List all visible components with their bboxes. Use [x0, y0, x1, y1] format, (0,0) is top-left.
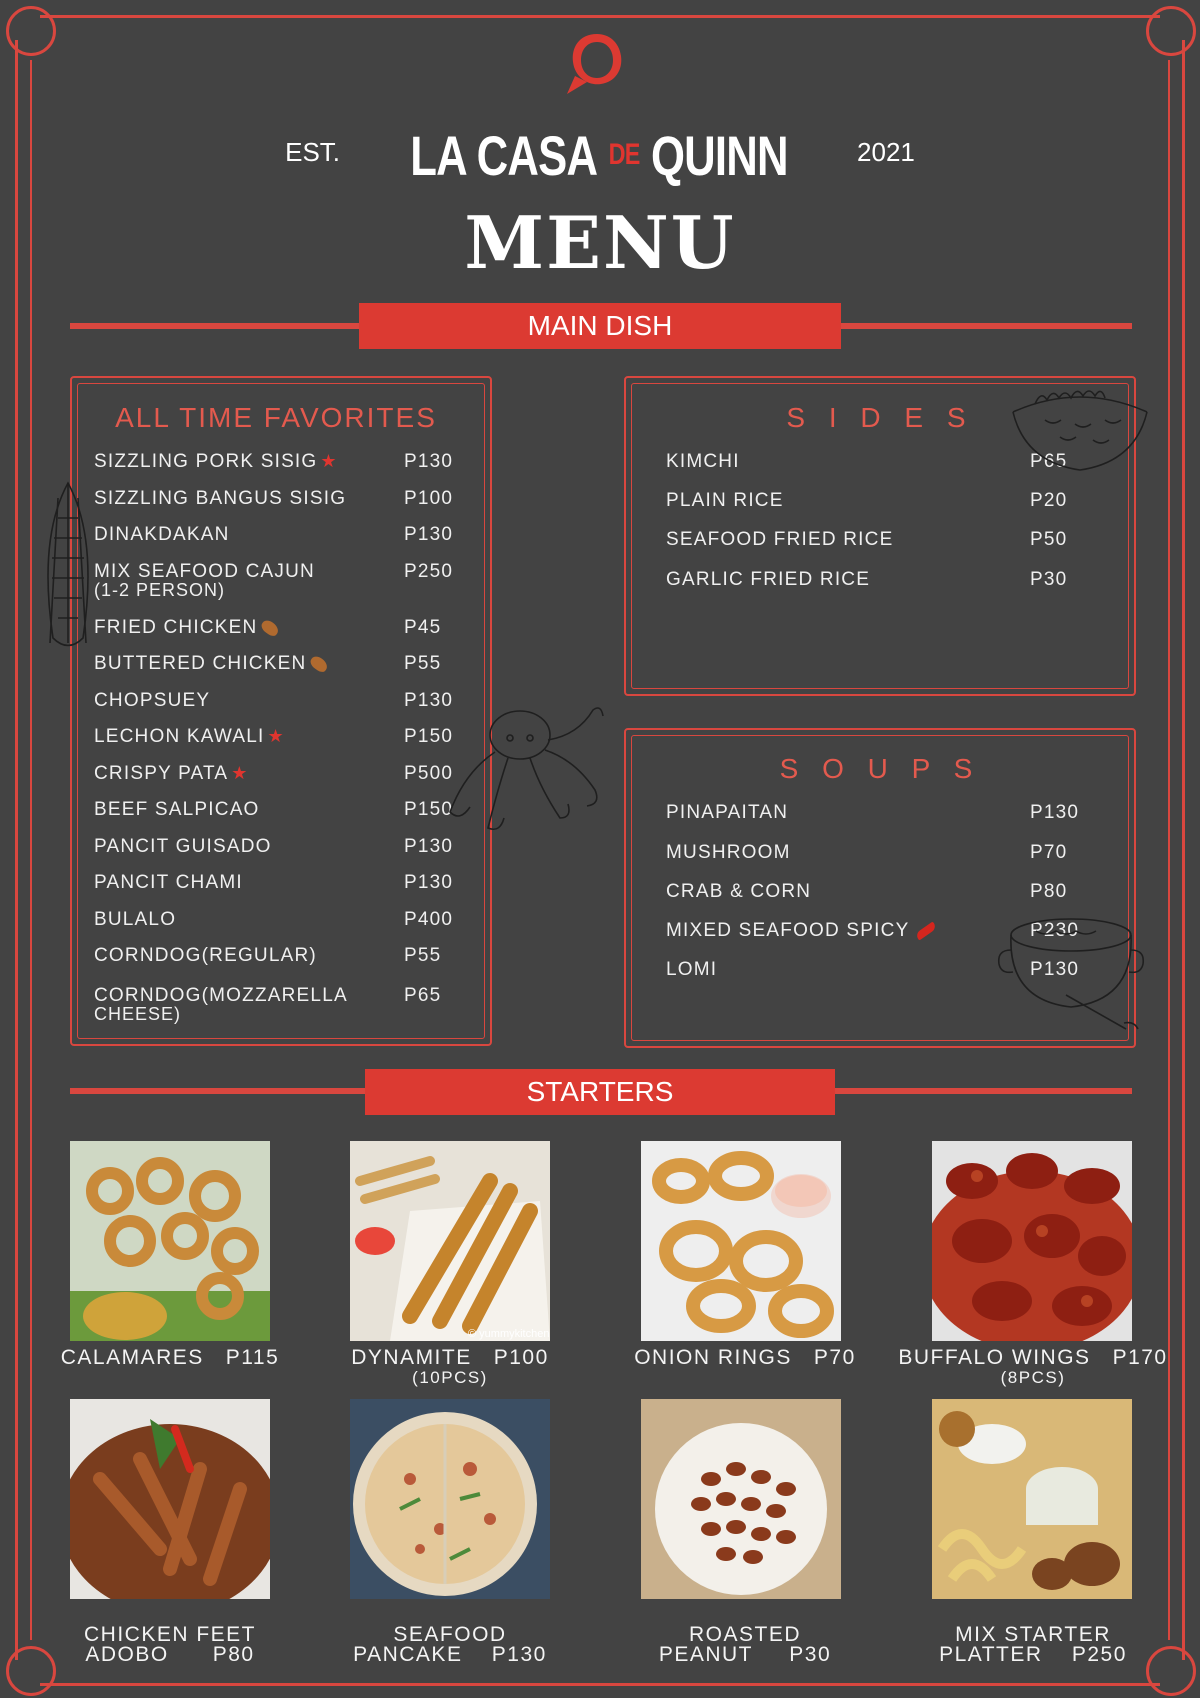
sides-item-label: GARLIC FRIED RICE — [666, 569, 871, 590]
corn-sketch-icon — [28, 478, 108, 658]
roasted-peanut-photo — [641, 1399, 841, 1599]
sides-item-label: PLAIN RICE — [666, 490, 784, 511]
favorites-item-name — [94, 452, 338, 471]
soups-item-label: MIXED SEAFOOD SPICY — [666, 920, 910, 941]
starter-name: ONION RINGS P70 — [634, 1346, 856, 1369]
favorites-item-label: DINAKDAKAN — [94, 524, 230, 545]
starter-caption — [600, 1348, 890, 1368]
est-label: EST. — [285, 137, 341, 168]
favorites-item-price: P150 — [404, 726, 454, 747]
soups-item-price: P80 — [1030, 881, 1068, 902]
favorites-item-label: FRIED CHICKEN — [94, 617, 258, 638]
favorites-item-label: BULALO — [94, 909, 177, 930]
soups-item-name — [666, 960, 717, 979]
chili-icon — [915, 921, 938, 940]
favorites-item-price: P130 — [404, 690, 454, 711]
favorites-item-price: P55 — [404, 653, 442, 674]
soups-item-label: CRAB & CORN — [666, 881, 812, 902]
favorites-item-name — [94, 618, 279, 637]
drumstick-icon — [309, 654, 331, 674]
soups-item-name — [666, 882, 811, 901]
favorites-item-name — [94, 654, 328, 673]
starter-name: BUFFALO WINGS P170 — [898, 1346, 1168, 1369]
soups-item-name — [666, 921, 937, 940]
favorites-title: ALL TIME FAVORITES — [115, 402, 437, 433]
starter-caption — [600, 1625, 890, 1665]
starter-detail: PEANUT P30 — [658, 1643, 832, 1666]
octopus-sketch-icon — [440, 700, 610, 840]
buffalo-wings-photo — [932, 1141, 1132, 1341]
soups-item-label: LOMI — [666, 959, 718, 980]
starter-name: ROASTED — [688, 1623, 801, 1646]
starters-banner: STARTERS — [365, 1069, 835, 1115]
main-dish-banner: MAIN DISH — [359, 303, 841, 349]
favorites-item-name — [94, 489, 346, 508]
corner-curl-top-right — [1146, 6, 1196, 56]
seafood-pancake-photo — [350, 1399, 550, 1599]
starter-name: CHICKEN FEET — [83, 1623, 256, 1646]
sides-title: S I D E S — [786, 402, 974, 433]
favorites-item-label: CORNDOG(MOZZARELLA — [94, 985, 348, 1006]
dynamite-photo — [350, 1141, 550, 1341]
favorites-item-label: PANCIT GUISADO — [94, 836, 272, 857]
calamares-photo — [70, 1141, 270, 1341]
sides-item-label: KIMCHI — [666, 451, 740, 472]
starter-detail: (8PCS) — [1000, 1368, 1066, 1387]
drumstick-icon — [260, 618, 282, 638]
brand-name — [410, 118, 788, 188]
favorites-item-name — [94, 691, 210, 710]
favorites-item-note: CHEESE) — [94, 1004, 182, 1024]
brand-de: DE — [608, 138, 640, 172]
favorites-item-name — [94, 910, 176, 929]
main-dish-rule-right — [840, 323, 1132, 329]
favorites-item-name — [94, 727, 285, 746]
sides-item-name — [666, 570, 870, 589]
soups-item-price: P70 — [1030, 842, 1068, 863]
brand-la-casa: LA CASA — [409, 123, 597, 187]
favorites-item-label: BUTTERED CHICKEN — [94, 653, 307, 674]
brand-quinn: QUINN — [650, 123, 788, 187]
frame-inner-left-line — [30, 60, 32, 1640]
favorites-item-label: LECHON KAWALI — [94, 726, 265, 747]
soups-item-label: PINAPAITAN — [666, 802, 789, 823]
sides-item-price: P30 — [1030, 569, 1068, 590]
favorites-item-price: P500 — [404, 763, 454, 784]
soups-item-name — [666, 843, 791, 862]
page-title: MENU — [464, 200, 736, 285]
favorites-item-name — [94, 837, 272, 856]
soups-item-price: P130 — [1030, 959, 1080, 980]
starter-name: SEAFOOD — [393, 1623, 507, 1646]
starter-detail: PLATTER P250 — [939, 1643, 1127, 1666]
starter-detail: (10PCS) — [412, 1368, 488, 1387]
favorites-item-price: P100 — [404, 488, 454, 509]
starter-caption — [305, 1625, 595, 1665]
chicken-feet-photo — [70, 1399, 270, 1599]
main-dish-rule-left — [70, 323, 360, 329]
frame-bottom-line — [40, 1683, 1160, 1686]
favorites-item-price: P45 — [404, 617, 442, 638]
favorites-item-price: P130 — [404, 836, 454, 857]
mix-platter-photo — [932, 1399, 1132, 1599]
favorites-item-label: BEEF SALPICAO — [94, 799, 260, 820]
favorites-item-name — [94, 800, 260, 819]
favorites-item-label: SIZZLING BANGUS SISIG — [94, 488, 347, 509]
soups-title: S O U P S — [779, 753, 981, 784]
brand-logo-icon — [565, 28, 629, 98]
favorites-item-price: P65 — [404, 985, 442, 1006]
starter-name: CALAMARES P115 — [60, 1346, 280, 1369]
favorites-item-label: CRISPY PATA — [94, 763, 229, 784]
favorites-item-price: P250 — [404, 561, 454, 582]
corner-curl-top-left — [6, 6, 56, 56]
favorites-item-name — [94, 562, 315, 600]
starter-name: MIX STARTER — [955, 1623, 1111, 1646]
starter-detail: ADOBO P80 — [85, 1643, 255, 1666]
year-label: 2021 — [857, 137, 915, 168]
sides-item-label: SEAFOOD FRIED RICE — [666, 529, 894, 550]
favorites-item-price: P400 — [404, 909, 454, 930]
soups-item-price: P130 — [1030, 802, 1080, 823]
favorites-item-label: CHOPSUEY — [94, 690, 211, 711]
starter-caption — [25, 1625, 315, 1665]
favorites-item-price: P130 — [404, 872, 454, 893]
favorites-item-label: CORNDOG(REGULAR) — [94, 945, 317, 966]
photo-watermark — [468, 1328, 549, 1340]
sides-item-price: P50 — [1030, 529, 1068, 550]
favorites-item-label: MIX SEAFOOD CAJUN — [94, 561, 315, 582]
favorites-item-name — [94, 525, 230, 544]
starter-caption — [888, 1348, 1178, 1388]
favorites-item-name — [94, 873, 243, 892]
favorites-item-label: SIZZLING PORK SISIG — [94, 451, 318, 472]
star-icon: ★ — [267, 726, 285, 746]
starter-name: DYNAMITE P100 — [351, 1346, 549, 1369]
starters-rule-left — [70, 1088, 366, 1094]
frame-inner-right-line — [1168, 60, 1170, 1640]
rice-bowl-sketch-icon — [1005, 362, 1155, 482]
frame-top-line — [40, 15, 1160, 18]
soups-item-label: MUSHROOM — [666, 842, 791, 863]
starter-detail: PANCAKE P130 — [353, 1643, 547, 1666]
sides-item-name — [666, 491, 784, 510]
starter-caption — [888, 1625, 1178, 1665]
sides-item-price: P65 — [1030, 451, 1068, 472]
starter-caption — [25, 1348, 315, 1368]
onion-rings-photo — [641, 1141, 841, 1341]
svg-text:© yummykitchen: © yummykitchen — [468, 1328, 550, 1340]
favorites-item-name — [94, 946, 317, 965]
sides-item-price: P20 — [1030, 490, 1068, 511]
sides-item-name — [666, 530, 893, 549]
soups-item-price: P230 — [1030, 920, 1080, 941]
soups-item-name — [666, 803, 788, 822]
favorites-item-price: P150 — [404, 799, 454, 820]
starters-rule-right — [834, 1088, 1132, 1094]
star-icon: ★ — [231, 763, 249, 783]
favorites-item-name — [94, 764, 249, 783]
soup-pot-sketch-icon — [996, 905, 1146, 1035]
favorites-item-price: P130 — [404, 451, 454, 472]
starter-caption — [305, 1348, 595, 1388]
favorites-item-name — [94, 986, 348, 1024]
favorites-item-price: P130 — [404, 524, 454, 545]
star-icon: ★ — [320, 451, 338, 471]
favorites-item-note: (1-2 PERSON) — [94, 580, 226, 600]
brand-line — [0, 118, 1200, 188]
sides-item-name — [666, 452, 740, 471]
favorites-item-label: PANCIT CHAMI — [94, 872, 243, 893]
favorites-item-price: P55 — [404, 945, 442, 966]
